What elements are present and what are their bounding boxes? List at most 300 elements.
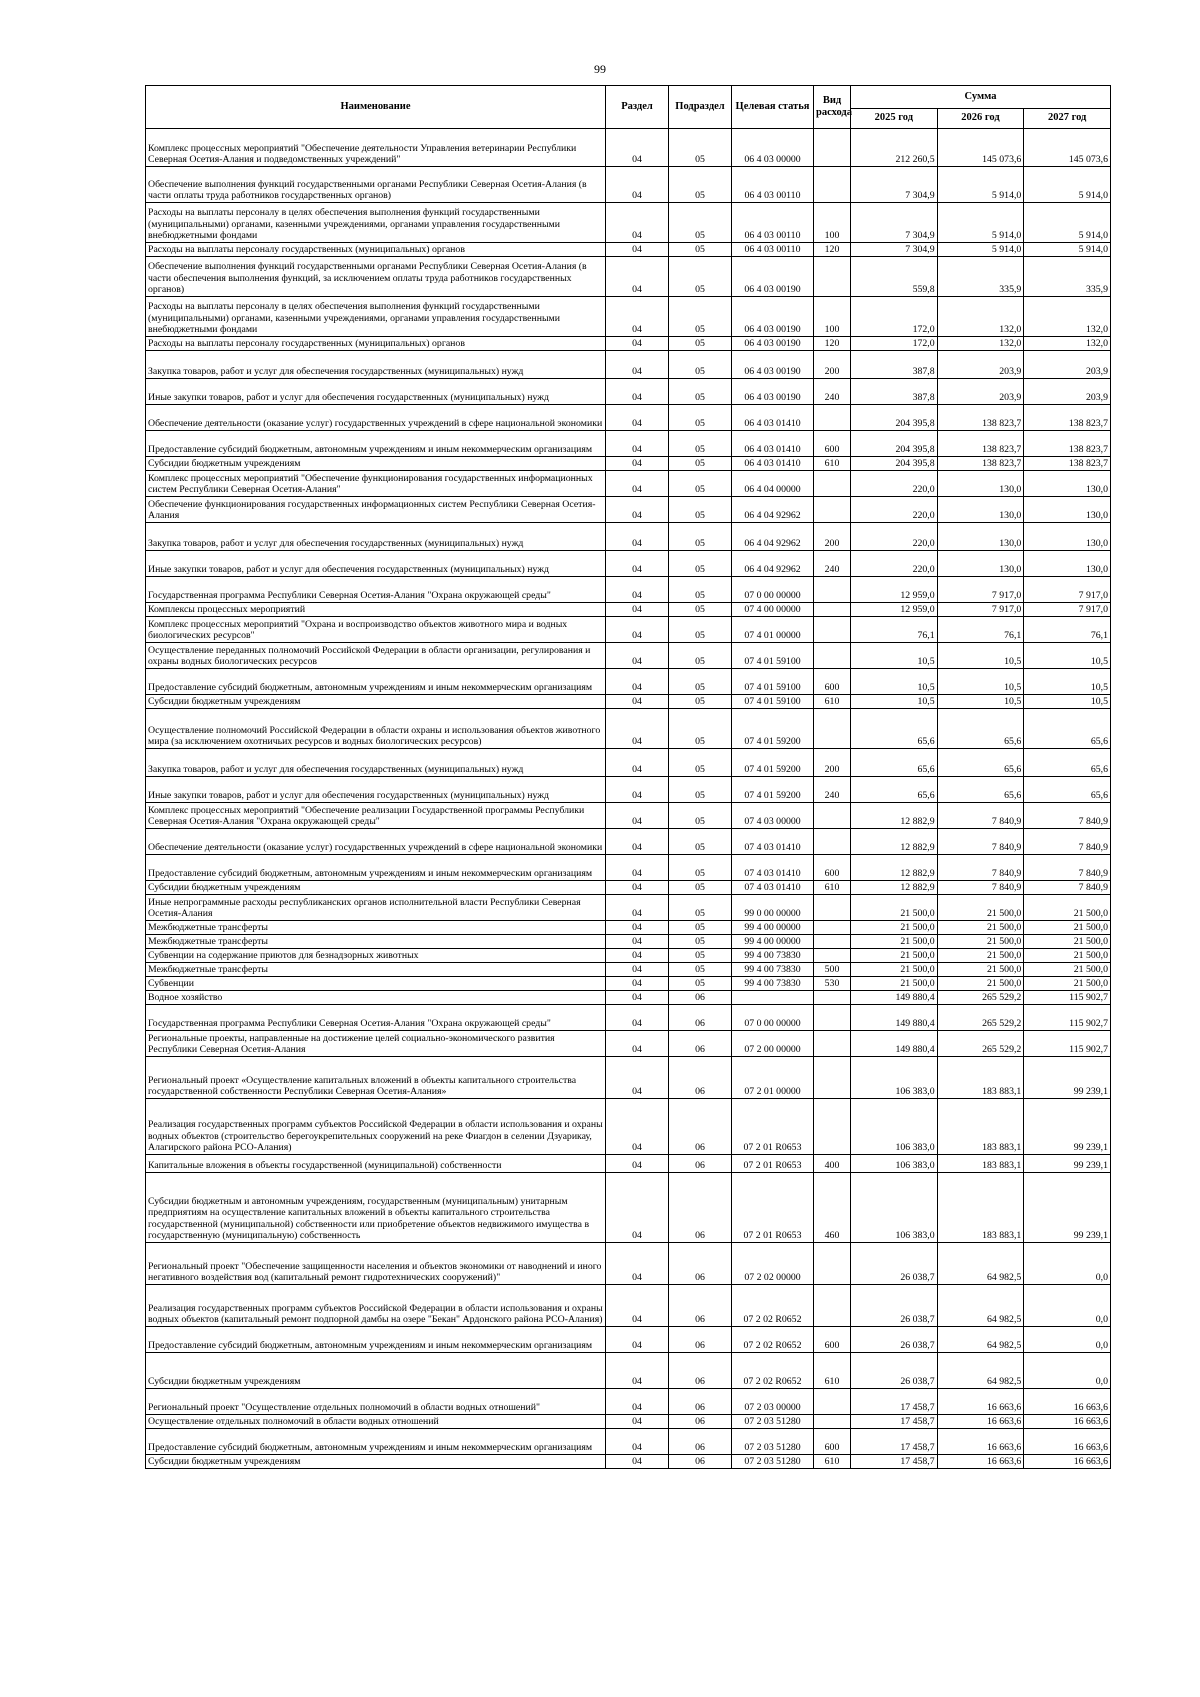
row-value-2027: 76,1 — [1024, 617, 1111, 643]
row-value-2027: 21 500,0 — [1024, 949, 1111, 963]
row-name: Субвенции — [146, 977, 606, 991]
row-value-2025: 220,0 — [851, 551, 938, 577]
row-section: 04 — [606, 603, 669, 617]
row-section: 04 — [606, 167, 669, 203]
row-value-2025: 17 458,7 — [851, 1415, 938, 1429]
row-value-2027: 138 823,7 — [1024, 431, 1111, 457]
row-value-2027: 99 239,1 — [1024, 1155, 1111, 1173]
row-name: Субсидии бюджетным учреждениям — [146, 1455, 606, 1469]
row-subsection: 06 — [669, 1173, 732, 1243]
row-expense-kind — [814, 709, 851, 749]
row-section: 04 — [606, 243, 669, 257]
row-target-article: 07 4 03 01410 — [732, 855, 814, 881]
table-row — [146, 709, 1111, 749]
row-name: Межбюджетные трансферты — [146, 921, 606, 935]
row-value-2027: 10,5 — [1024, 669, 1111, 695]
table-row — [146, 523, 1111, 551]
row-target-article: 99 4 00 73830 — [732, 949, 814, 963]
row-expense-kind — [814, 1057, 851, 1099]
row-target-article: 06 4 03 01410 — [732, 431, 814, 457]
row-name: Региональный проект "Обеспечение защищенности населения и объектов экономики от наводнений и иного негативного воздействия вод (капитальный ремонт гидротехнических сооружений)" — [146, 1243, 606, 1285]
header-name: Наименование — [146, 86, 606, 129]
row-name: Субвенции на содержание приютов для безнадзорных животных — [146, 949, 606, 963]
row-value-2026: 265 529,2 — [937, 1005, 1024, 1031]
row-value-2027: 7 840,9 — [1024, 881, 1111, 895]
row-subsection: 05 — [669, 551, 732, 577]
row-value-2027: 7 840,9 — [1024, 803, 1111, 829]
row-value-2026: 65,6 — [937, 749, 1024, 777]
row-target-article: 06 4 03 00110 — [732, 243, 814, 257]
table-row — [146, 297, 1111, 337]
row-subsection: 05 — [669, 749, 732, 777]
row-target-article: 07 4 01 59100 — [732, 643, 814, 669]
row-value-2026: 16 663,6 — [937, 1455, 1024, 1469]
row-expense-kind: 500 — [814, 963, 851, 977]
table-row — [146, 431, 1111, 457]
row-section: 04 — [606, 949, 669, 963]
row-subsection: 06 — [669, 1429, 732, 1455]
row-value-2025: 65,6 — [851, 749, 938, 777]
row-expense-kind: 240 — [814, 379, 851, 405]
row-value-2025: 26 038,7 — [851, 1285, 938, 1327]
row-value-2026: 132,0 — [937, 337, 1024, 351]
row-target-article: 06 4 04 00000 — [732, 471, 814, 497]
row-value-2025: 149 880,4 — [851, 1031, 938, 1057]
row-value-2026: 7 840,9 — [937, 855, 1024, 881]
table-row — [146, 695, 1111, 709]
row-name: Осуществление полномочий Российской Федерации в области охраны и использования объектов животного мира (за исключением охотничьих ресурсов и водных биологических ресурсов) — [146, 709, 606, 749]
row-subsection: 05 — [669, 405, 732, 431]
row-value-2027: 5 914,0 — [1024, 203, 1111, 243]
row-value-2027: 21 500,0 — [1024, 895, 1111, 921]
row-section: 04 — [606, 1173, 669, 1243]
row-value-2026: 138 823,7 — [937, 431, 1024, 457]
row-name: Субсидии бюджетным учреждениям — [146, 881, 606, 895]
row-expense-kind — [814, 129, 851, 167]
row-value-2025: 65,6 — [851, 777, 938, 803]
row-value-2025: 10,5 — [851, 695, 938, 709]
row-section: 04 — [606, 777, 669, 803]
row-value-2027: 130,0 — [1024, 523, 1111, 551]
row-subsection: 05 — [669, 297, 732, 337]
row-value-2026: 5 914,0 — [937, 243, 1024, 257]
row-target-article: 99 4 00 00000 — [732, 935, 814, 949]
row-section: 04 — [606, 1429, 669, 1455]
row-value-2025: 220,0 — [851, 471, 938, 497]
row-value-2025: 17 458,7 — [851, 1389, 938, 1415]
table-row — [146, 551, 1111, 577]
row-value-2026: 16 663,6 — [937, 1389, 1024, 1415]
row-subsection: 05 — [669, 643, 732, 669]
row-name: Обеспечение функционирования государственных информационных систем Республики Северная Осетия-Алания — [146, 497, 606, 523]
row-value-2026: 64 982,5 — [937, 1243, 1024, 1285]
row-value-2027: 21 500,0 — [1024, 977, 1111, 991]
row-expense-kind — [814, 471, 851, 497]
row-value-2026: 21 500,0 — [937, 895, 1024, 921]
table-row — [146, 1327, 1111, 1353]
row-expense-kind — [814, 949, 851, 963]
row-name: Закупка товаров, работ и услуг для обеспечения государственных (муниципальных) нужд — [146, 523, 606, 551]
row-name: Комплекс процессных мероприятий "Охрана и воспроизводство объектов животного мира и водных биологических ресурсов" — [146, 617, 606, 643]
table-row — [146, 257, 1111, 297]
row-value-2027: 335,9 — [1024, 257, 1111, 297]
row-subsection: 05 — [669, 977, 732, 991]
row-value-2026: 21 500,0 — [937, 935, 1024, 949]
row-value-2025: 12 882,9 — [851, 803, 938, 829]
row-section: 04 — [606, 1099, 669, 1155]
row-name: Государственная программа Республики Северная Осетия-Алания "Охрана окружающей среды" — [146, 1005, 606, 1031]
row-value-2026: 130,0 — [937, 497, 1024, 523]
row-value-2025: 106 383,0 — [851, 1173, 938, 1243]
table-row — [146, 1429, 1111, 1455]
row-name: Капитальные вложения в объекты государственной (муниципальной) собственности — [146, 1155, 606, 1173]
row-section: 04 — [606, 337, 669, 351]
row-value-2027: 115 902,7 — [1024, 991, 1111, 1005]
row-value-2026: 76,1 — [937, 617, 1024, 643]
row-target-article: 06 4 03 00190 — [732, 379, 814, 405]
row-value-2026: 64 982,5 — [937, 1327, 1024, 1353]
table-row — [146, 963, 1111, 977]
row-name: Осуществление переданных полномочий Российской Федерации в области организации, регулирования и охраны водных биологических ресурсов — [146, 643, 606, 669]
row-value-2025: 26 038,7 — [851, 1243, 938, 1285]
row-section: 04 — [606, 695, 669, 709]
row-target-article: 07 2 01 R0653 — [732, 1099, 814, 1155]
row-value-2027: 115 902,7 — [1024, 1031, 1111, 1057]
row-value-2025: 21 500,0 — [851, 921, 938, 935]
table-row — [146, 1155, 1111, 1173]
row-target-article: 07 4 01 59200 — [732, 749, 814, 777]
row-target-article: 06 4 03 00110 — [732, 203, 814, 243]
row-target-article: 07 2 01 R0653 — [732, 1155, 814, 1173]
row-value-2026: 7 840,9 — [937, 881, 1024, 895]
row-value-2027: 203,9 — [1024, 351, 1111, 379]
row-target-article: 06 4 03 00110 — [732, 167, 814, 203]
row-value-2025: 21 500,0 — [851, 963, 938, 977]
row-target-article: 07 2 02 00000 — [732, 1243, 814, 1285]
row-section: 04 — [606, 297, 669, 337]
row-name: Комплекс процессных мероприятий "Обеспечение реализации Государственной программы Республики Северная Осетия-Алания "Охрана окружающей среды" — [146, 803, 606, 829]
page-number: 99 — [594, 62, 606, 76]
row-value-2027: 0,0 — [1024, 1327, 1111, 1353]
row-expense-kind: 240 — [814, 777, 851, 803]
row-value-2026: 21 500,0 — [937, 963, 1024, 977]
row-expense-kind — [814, 935, 851, 949]
row-value-2027: 7 840,9 — [1024, 855, 1111, 881]
row-value-2027: 5 914,0 — [1024, 167, 1111, 203]
row-value-2026: 183 883,1 — [937, 1173, 1024, 1243]
row-value-2027: 21 500,0 — [1024, 935, 1111, 949]
row-expense-kind: 600 — [814, 1327, 851, 1353]
header-year-2027: 2027 год — [1024, 109, 1111, 129]
table-row — [146, 855, 1111, 881]
table-row — [146, 603, 1111, 617]
row-subsection: 06 — [669, 1353, 732, 1389]
row-value-2027: 0,0 — [1024, 1243, 1111, 1285]
row-value-2026: 65,6 — [937, 709, 1024, 749]
table-row — [146, 471, 1111, 497]
row-subsection: 05 — [669, 471, 732, 497]
row-subsection: 05 — [669, 603, 732, 617]
row-value-2027: 5 914,0 — [1024, 243, 1111, 257]
row-expense-kind — [814, 991, 851, 1005]
row-value-2027: 16 663,6 — [1024, 1389, 1111, 1415]
row-value-2027: 16 663,6 — [1024, 1455, 1111, 1469]
row-subsection: 06 — [669, 991, 732, 1005]
row-subsection: 05 — [669, 243, 732, 257]
row-subsection: 06 — [669, 1285, 732, 1327]
row-value-2025: 12 882,9 — [851, 881, 938, 895]
row-value-2025: 204 395,8 — [851, 457, 938, 471]
row-section: 04 — [606, 551, 669, 577]
row-section: 04 — [606, 203, 669, 243]
row-target-article: 06 4 03 01410 — [732, 457, 814, 471]
row-expense-kind: 100 — [814, 203, 851, 243]
row-subsection: 05 — [669, 935, 732, 949]
row-value-2027: 145 073,6 — [1024, 129, 1111, 167]
row-value-2027: 65,6 — [1024, 777, 1111, 803]
row-subsection: 05 — [669, 855, 732, 881]
header-target-article: Целевая статья — [732, 86, 814, 129]
row-target-article: 07 4 03 01410 — [732, 829, 814, 855]
row-value-2025: 212 260,5 — [851, 129, 938, 167]
row-target-article: 07 2 00 00000 — [732, 1031, 814, 1057]
table-row — [146, 829, 1111, 855]
row-target-article: 07 4 01 59200 — [732, 777, 814, 803]
row-section: 04 — [606, 1327, 669, 1353]
row-value-2026: 7 840,9 — [937, 829, 1024, 855]
row-section: 04 — [606, 1415, 669, 1429]
row-section: 04 — [606, 1005, 669, 1031]
row-name: Обеспечение выполнения функций государственными органами Республики Северная Осетия-Алания (в части обеспечения выполнения функций, за исключением оплаты труда работников государственных органов) — [146, 257, 606, 297]
row-section: 04 — [606, 1057, 669, 1099]
row-value-2026: 183 883,1 — [937, 1057, 1024, 1099]
row-subsection: 06 — [669, 1389, 732, 1415]
row-value-2027: 7 917,0 — [1024, 577, 1111, 603]
row-name: Межбюджетные трансферты — [146, 935, 606, 949]
row-section: 04 — [606, 1285, 669, 1327]
row-subsection: 05 — [669, 829, 732, 855]
header-year-2026: 2026 год — [937, 109, 1024, 129]
row-subsection: 05 — [669, 379, 732, 405]
row-value-2026: 183 883,1 — [937, 1155, 1024, 1173]
row-subsection: 05 — [669, 895, 732, 921]
table-row — [146, 1353, 1111, 1389]
row-expense-kind: 240 — [814, 551, 851, 577]
row-value-2027: 99 239,1 — [1024, 1173, 1111, 1243]
row-target-article — [732, 991, 814, 1005]
row-target-article: 06 4 03 00000 — [732, 129, 814, 167]
row-target-article: 07 2 02 R0652 — [732, 1353, 814, 1389]
row-value-2025: 12 959,0 — [851, 603, 938, 617]
table-row — [146, 977, 1111, 991]
row-target-article: 99 0 00 00000 — [732, 895, 814, 921]
row-name: Закупка товаров, работ и услуг для обеспечения государственных (муниципальных) нужд — [146, 749, 606, 777]
row-target-article: 06 4 03 00190 — [732, 257, 814, 297]
row-value-2026: 203,9 — [937, 379, 1024, 405]
row-value-2025: 26 038,7 — [851, 1327, 938, 1353]
row-section: 04 — [606, 577, 669, 603]
row-section: 04 — [606, 803, 669, 829]
row-subsection: 06 — [669, 1155, 732, 1173]
table-row — [146, 949, 1111, 963]
table-header — [146, 86, 1111, 129]
row-expense-kind: 200 — [814, 523, 851, 551]
row-name: Закупка товаров, работ и услуг для обеспечения государственных (муниципальных) нужд — [146, 351, 606, 379]
row-target-article: 07 4 01 00000 — [732, 617, 814, 643]
row-target-article: 07 4 03 00000 — [732, 803, 814, 829]
table-row — [146, 1057, 1111, 1099]
row-value-2025: 21 500,0 — [851, 949, 938, 963]
row-subsection: 05 — [669, 803, 732, 829]
table-row — [146, 405, 1111, 431]
row-name: Комплекс процессных мероприятий "Обеспечение деятельности Управления ветеринарии Республики Северная Осетия-Алания и подведомственных учреждений" — [146, 129, 606, 167]
row-section: 04 — [606, 1353, 669, 1389]
row-value-2027: 10,5 — [1024, 643, 1111, 669]
row-target-article: 07 2 03 51280 — [732, 1455, 814, 1469]
row-section: 04 — [606, 643, 669, 669]
row-value-2025: 21 500,0 — [851, 895, 938, 921]
row-name: Комплексы процессных мероприятий — [146, 603, 606, 617]
row-value-2025: 387,8 — [851, 379, 938, 405]
row-name: Региональные проекты, направленные на достижение целей социально-экономического развития Республики Северная Осетия-Алания — [146, 1031, 606, 1057]
row-section: 04 — [606, 855, 669, 881]
row-subsection: 05 — [669, 497, 732, 523]
row-subsection: 06 — [669, 1455, 732, 1469]
row-name: Иные закупки товаров, работ и услуг для обеспечения государственных (муниципальных) нужд — [146, 379, 606, 405]
row-name: Предоставление субсидий бюджетным, автономным учреждениям и иным некоммерческим организациям — [146, 1327, 606, 1353]
row-subsection: 05 — [669, 881, 732, 895]
row-target-article: 07 2 03 00000 — [732, 1389, 814, 1415]
row-value-2025: 17 458,7 — [851, 1455, 938, 1469]
table-row — [146, 1243, 1111, 1285]
row-name: Предоставление субсидий бюджетным, автономным учреждениям и иным некоммерческим организациям — [146, 1429, 606, 1455]
row-subsection: 06 — [669, 1327, 732, 1353]
row-name: Реализация государственных программ субъектов Российской Федерации в области использования и охраны водных объектов (строительство берегоукрепительных сооружений на реке Фиагдон в селении Дзуарикау, Алагирского района РСО-Алания) — [146, 1099, 606, 1155]
row-value-2027: 132,0 — [1024, 297, 1111, 337]
row-value-2026: 130,0 — [937, 523, 1024, 551]
row-value-2027: 7 840,9 — [1024, 829, 1111, 855]
row-value-2025: 172,0 — [851, 337, 938, 351]
row-value-2027: 65,6 — [1024, 709, 1111, 749]
row-subsection: 05 — [669, 777, 732, 803]
row-subsection: 06 — [669, 1005, 732, 1031]
header-year-2025: 2025 год — [851, 109, 938, 129]
row-target-article: 07 2 02 R0652 — [732, 1285, 814, 1327]
row-target-article: 07 2 01 R0653 — [732, 1173, 814, 1243]
row-target-article: 06 4 04 92962 — [732, 551, 814, 577]
row-section: 04 — [606, 921, 669, 935]
row-subsection: 05 — [669, 949, 732, 963]
row-value-2026: 335,9 — [937, 257, 1024, 297]
table-row — [146, 337, 1111, 351]
row-expense-kind — [814, 1099, 851, 1155]
row-expense-kind — [814, 617, 851, 643]
table-row — [146, 749, 1111, 777]
row-name: Обеспечение деятельности (оказание услуг) государственных учреждений в сфере национальной экономики — [146, 405, 606, 431]
row-section: 04 — [606, 351, 669, 379]
row-value-2027: 203,9 — [1024, 379, 1111, 405]
row-expense-kind — [814, 1005, 851, 1031]
row-value-2027: 138 823,7 — [1024, 457, 1111, 471]
row-name: Водное хозяйство — [146, 991, 606, 1005]
row-name: Региональный проект "Осуществление отдельных полномочий в области водных отношений" — [146, 1389, 606, 1415]
row-name: Региональный проект «Осуществление капитальных вложений в объекты капитального строительства государственной собственности Республики Северная Осетия-Алания» — [146, 1057, 606, 1099]
table-row — [146, 777, 1111, 803]
row-value-2025: 17 458,7 — [851, 1429, 938, 1455]
row-value-2026: 7 917,0 — [937, 603, 1024, 617]
row-value-2027: 99 239,1 — [1024, 1057, 1111, 1099]
row-expense-kind — [814, 405, 851, 431]
table-row — [146, 881, 1111, 895]
row-value-2026: 7 840,9 — [937, 803, 1024, 829]
row-section: 04 — [606, 977, 669, 991]
row-value-2025: 21 500,0 — [851, 977, 938, 991]
row-subsection: 05 — [669, 709, 732, 749]
row-section: 04 — [606, 523, 669, 551]
row-name: Расходы на выплаты персоналу государственных (муниципальных) органов — [146, 337, 606, 351]
row-subsection: 06 — [669, 1415, 732, 1429]
row-value-2027: 99 239,1 — [1024, 1099, 1111, 1155]
row-section: 04 — [606, 749, 669, 777]
row-name: Иные закупки товаров, работ и услуг для обеспечения государственных (муниципальных) нужд — [146, 777, 606, 803]
row-expense-kind: 600 — [814, 431, 851, 457]
row-value-2025: 220,0 — [851, 523, 938, 551]
row-value-2027: 115 902,7 — [1024, 1005, 1111, 1031]
row-subsection: 06 — [669, 1057, 732, 1099]
row-name: Субсидии бюджетным учреждениям — [146, 1353, 606, 1389]
row-subsection: 05 — [669, 167, 732, 203]
row-value-2027: 10,5 — [1024, 695, 1111, 709]
row-expense-kind: 610 — [814, 1353, 851, 1389]
row-subsection: 05 — [669, 351, 732, 379]
row-value-2026: 132,0 — [937, 297, 1024, 337]
row-value-2027: 132,0 — [1024, 337, 1111, 351]
row-value-2027: 65,6 — [1024, 749, 1111, 777]
row-expense-kind: 610 — [814, 457, 851, 471]
row-target-article: 07 0 00 00000 — [732, 1005, 814, 1031]
row-target-article: 07 4 00 00000 — [732, 603, 814, 617]
row-target-article: 99 4 00 00000 — [732, 921, 814, 935]
row-name: Расходы на выплаты персоналу государственных (муниципальных) органов — [146, 243, 606, 257]
row-name: Расходы на выплаты персоналу в целях обеспечения выполнения функций государственными (муниципальными) органами, казенными учреждениями, органами управления государственными внебюджетными фондами — [146, 297, 606, 337]
row-value-2026: 16 663,6 — [937, 1415, 1024, 1429]
row-expense-kind: 200 — [814, 749, 851, 777]
row-value-2025: 12 882,9 — [851, 829, 938, 855]
row-target-article: 07 2 03 51280 — [732, 1429, 814, 1455]
row-subsection: 05 — [669, 617, 732, 643]
table-body — [146, 129, 1111, 1469]
table-row — [146, 203, 1111, 243]
table-row — [146, 1389, 1111, 1415]
row-value-2025: 204 395,8 — [851, 431, 938, 457]
row-expense-kind — [814, 921, 851, 935]
table-row — [146, 1415, 1111, 1429]
table-row — [146, 497, 1111, 523]
row-section: 04 — [606, 617, 669, 643]
row-value-2026: 130,0 — [937, 551, 1024, 577]
row-value-2025: 7 304,9 — [851, 167, 938, 203]
row-expense-kind — [814, 497, 851, 523]
row-value-2025: 172,0 — [851, 297, 938, 337]
row-section: 04 — [606, 1389, 669, 1415]
row-section: 04 — [606, 669, 669, 695]
row-expense-kind — [814, 577, 851, 603]
table-row — [146, 167, 1111, 203]
header-subsection: Подраздел — [669, 86, 732, 129]
row-value-2025: 65,6 — [851, 709, 938, 749]
row-name: Реализация государственных программ субъектов Российской Федерации в области использования и охраны водных объектов (капитальный ремонт подпорной дамбы на озере "Бекан" Ардонского района РСО-Алания) — [146, 1285, 606, 1327]
row-subsection: 05 — [669, 963, 732, 977]
